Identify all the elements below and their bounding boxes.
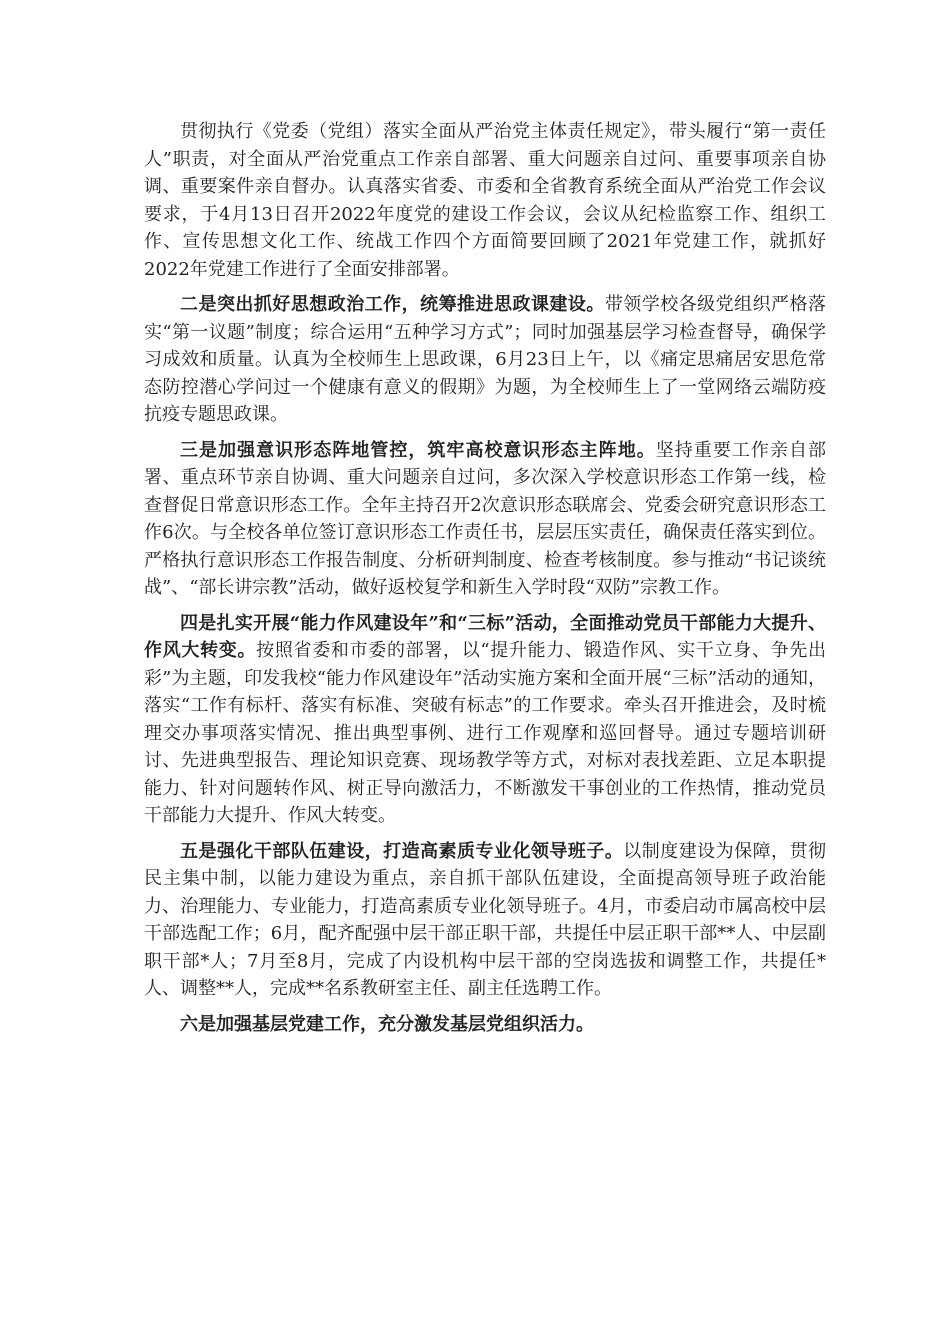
paragraph-cadre-team [144, 838, 826, 1003]
paragraph-text: 贯彻执行《党委（党组）落实全面从严治党主体责任规定》，带头履行“第一责任人”职责，对全面从严治党重点工作亲自部署、重大问题亲自过问、重要事项亲自协调、重要案件亲自督办。认真落实省委、市委和全省教育系统全面从严治党工作会议要求，于4月13日召开2022年度党的建设工作会议，会议从纪检监察工作、组织工作、宣传思想文化工作、统战工作四个方面简要回顾了2021年党建工作，就抓好2022年党建工作进行了全面安排部署。 [144, 121, 826, 280]
document-body [144, 118, 826, 1046]
paragraph-text: 按照省委和市委的部署，以“提升能力、锻造作风、实干立身、争先出彩”为主题，印发我校“能力作风建设年”活动实施方案和全面开展“三标”活动的通知，落实“工作有标杆、落实有标准、突破有标志”的工作要求。牵头召开推进会，及时梳理交办事项落实情况、推出典型事例、进行工作观摩和巡回督导。通过专题培训研讨、先进典型报告、理论知识竞赛、现场教学等方式，对标对表找差距、立足本职提能力、针对问题转作风、树正导向激活力，不断激发干事创业的工作热情，推动党员干部能力大提升、作风大转变。 [144, 640, 827, 826]
paragraph-lead: 四是扎实开展“能力作风建设年”和“三标”活动，全面推动党员干部能力大提升、作风大转变。 [144, 612, 826, 661]
paragraph-lead: 二是突出抓好思想政治工作，统筹推进思政课建设。 [180, 294, 605, 315]
paragraph-text: 以制度建设为保障，贯彻民主集中制，以能力建设为重点，亲自抓干部队伍建设，全面提高领导班子政治能力、治理能力、专业能力，打造高素质专业化领导班子。4月，市委启动市属高校中层干部选配工作；6月，配齐配强中层干部正职干部，共提任中层正职干部**人、中层副职干部*人；7月至8月，完成了内设机构中层干部的空岗选拔和调整工作，共提任*人、调整**人，完成**名系教研室主任、副主任选聘工作。 [144, 840, 827, 999]
paragraph-ideology-front [144, 437, 826, 602]
paragraph-party-responsibility [144, 118, 826, 283]
paragraph-lead: 五是强化干部队伍建设，打造高素质专业化领导班子。 [180, 840, 624, 862]
paragraph-text: 坚持重要工作亲自部署、重点环节亲自协调、重大问题亲自过问，多次深入学校意识形态工作第一线，检查督促日常意识形态工作。全年主持召开2次意识形态联席会、党委会研究意识形态工作6次。与全校各单位签订意识形态工作责任书，层层压实责任，确保责任落实到位。严格执行意识形态工作报告制度、分析研判制度、检查考核制度。参与推动“书记谈统战”、“部长讲宗教”活动，做好返校复学和新生入学时段“双防”宗教工作。 [144, 439, 827, 598]
paragraph-lead: 三是加强意识形态阵地管控，筑牢高校意识形态主阵地。 [180, 439, 656, 461]
paragraph-ideological-work [144, 291, 826, 429]
paragraph-text: 带领学校各级党组织严格落实“第一议题”制度；综合运用“五种学习方式”；同时加强基层学习检查督导，确保学习成效和质量。认真为全校师生上思政课，6月23日上午，以《痛定思痛居安思危常态防控潜心学问过一个健康有意义的假期》为题，为全校师生上了一堂网络云端防疫抗疫专题思政课。 [144, 294, 827, 425]
paragraph-lead: 六是加强基层党建工作，充分激发基层党组织活力。 [180, 1013, 594, 1035]
paragraph-capability-year [144, 610, 826, 830]
paragraph-grassroots [144, 1011, 826, 1039]
